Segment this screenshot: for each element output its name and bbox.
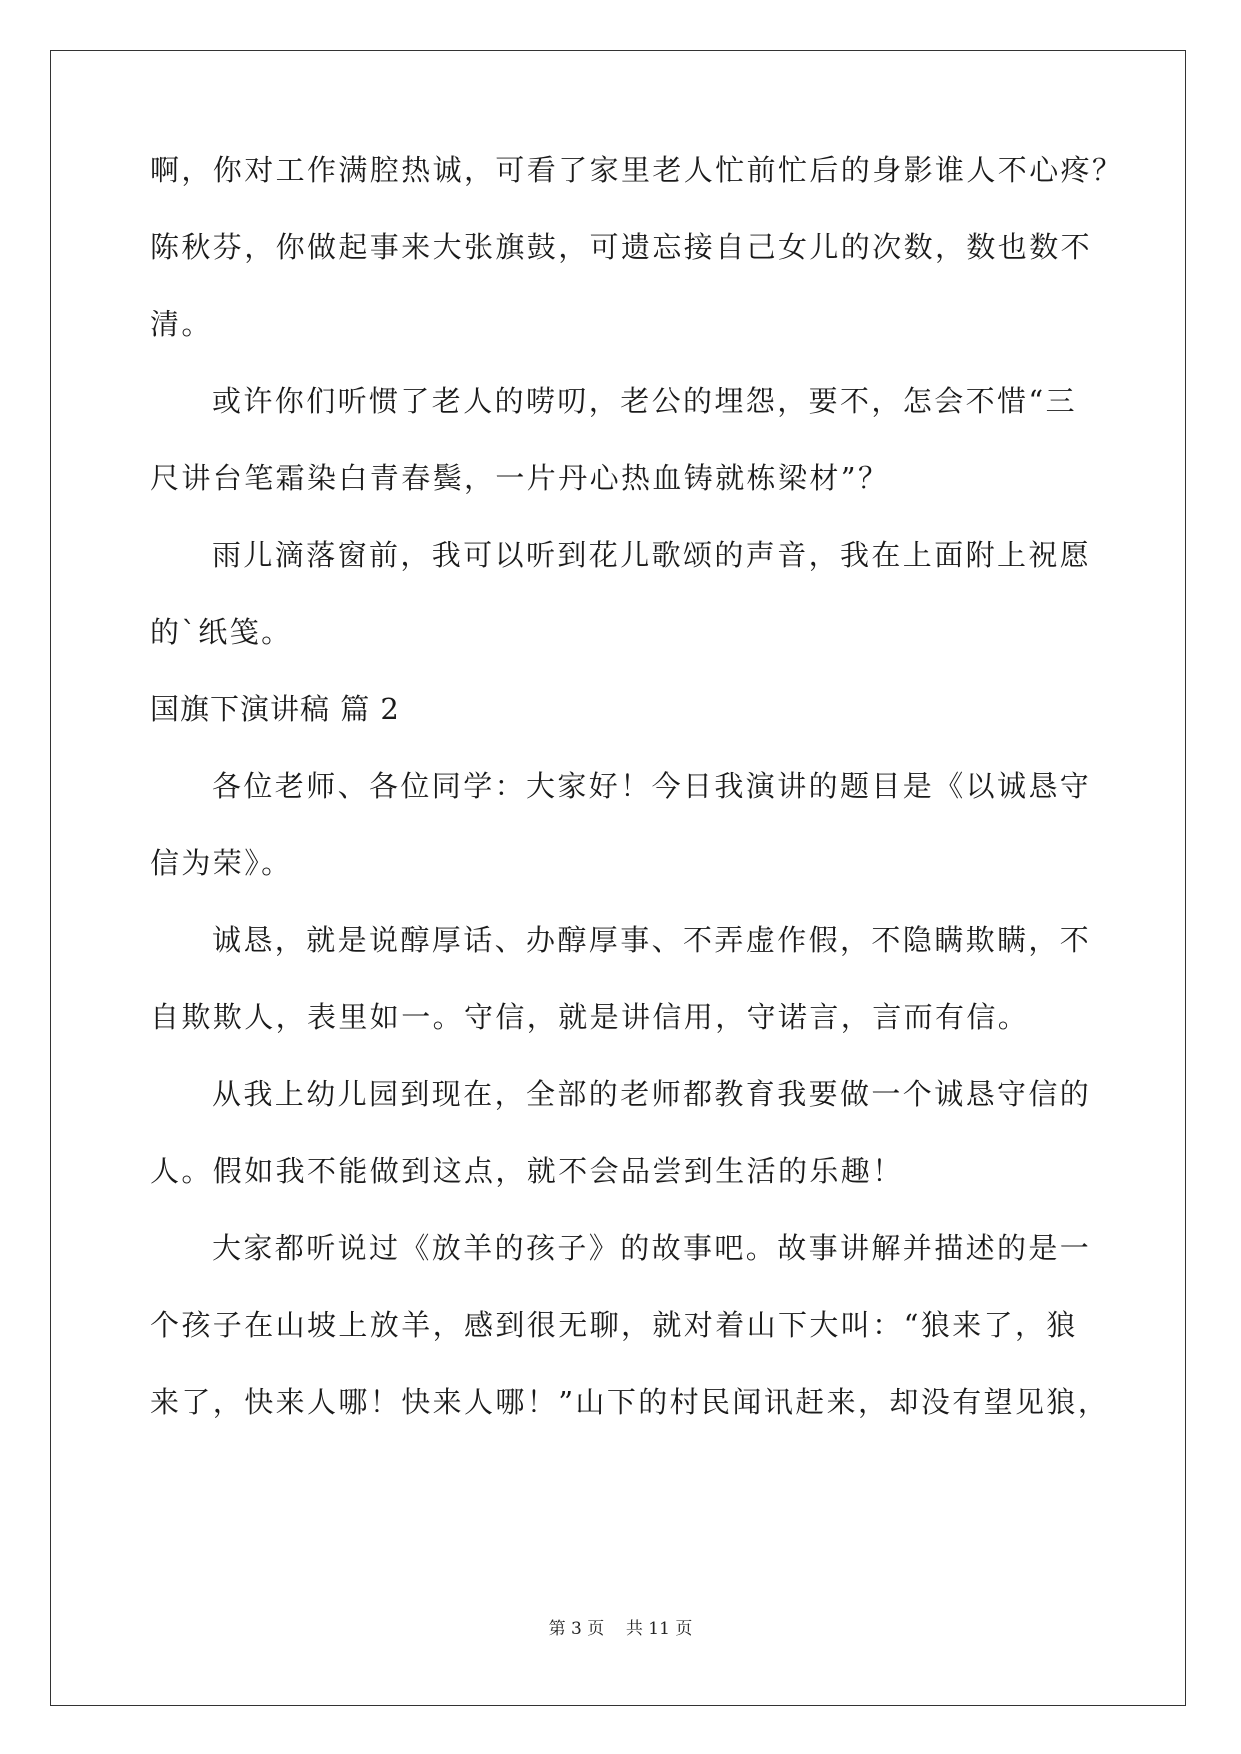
text-line: 自欺欺人，表里如一。守信，就是讲信用，守诺言，言而有信。: [150, 1000, 1030, 1034]
text-line: 人。假如我不能做到这点，就不会品尝到生活的乐趣！: [150, 1154, 904, 1188]
page-number: 第 3 页: [548, 1619, 605, 1639]
text-line: 陈秋芬，你做起事来大张旗鼓，可遗忘接自己女儿的次数，数也数不: [150, 230, 1093, 264]
text-line: 信为荣》。: [150, 846, 293, 880]
text-line: 个孩子在山坡上放羊，感到很无聊，就对着山下大叫：“狼来了，狼: [150, 1308, 1078, 1342]
paragraph-start: 或许你们听惯了老人的唠叨，老公的埋怨，要不，怎会不惜“三: [212, 384, 1078, 418]
text-line: 尺讲台笔霜染白青春鬓，一片丹心热血铸就栋梁材”？: [150, 461, 890, 495]
paragraph-start: 各位老师、各位同学：大家好！今日我演讲的题目是《以诚恳守: [212, 769, 1092, 803]
text-line: 清。: [150, 307, 213, 341]
text-line: 的`纸笺。: [150, 615, 293, 649]
page-footer: [0, 1617, 1241, 1641]
paragraph-start: 大家都听说过《放羊的孩子》的故事吧。故事讲解并描述的是一: [212, 1231, 1092, 1265]
paragraph-start: 雨儿滴落窗前，我可以听到花儿歌颂的声音，我在上面附上祝愿: [212, 538, 1092, 572]
section-heading: 国旗下演讲稿 篇 2: [150, 692, 400, 726]
page-total: 共 11 页: [625, 1619, 693, 1639]
paragraph-start: 诚恳，就是说醇厚话、办醇厚事、不弄虚作假，不隐瞒欺瞒，不: [212, 923, 1092, 957]
text-line: 来了，快来人哪！快来人哪！”山下的村民闻讯赶来，却没有望见狼，: [150, 1385, 1110, 1419]
paragraph-start: 从我上幼儿园到现在，全部的老师都教育我要做一个诚恳守信的: [212, 1077, 1092, 1111]
text-line: 啊，你对工作满腔热诚，可看了家里老人忙前忙后的身影谁人不心疼？: [150, 153, 1124, 187]
